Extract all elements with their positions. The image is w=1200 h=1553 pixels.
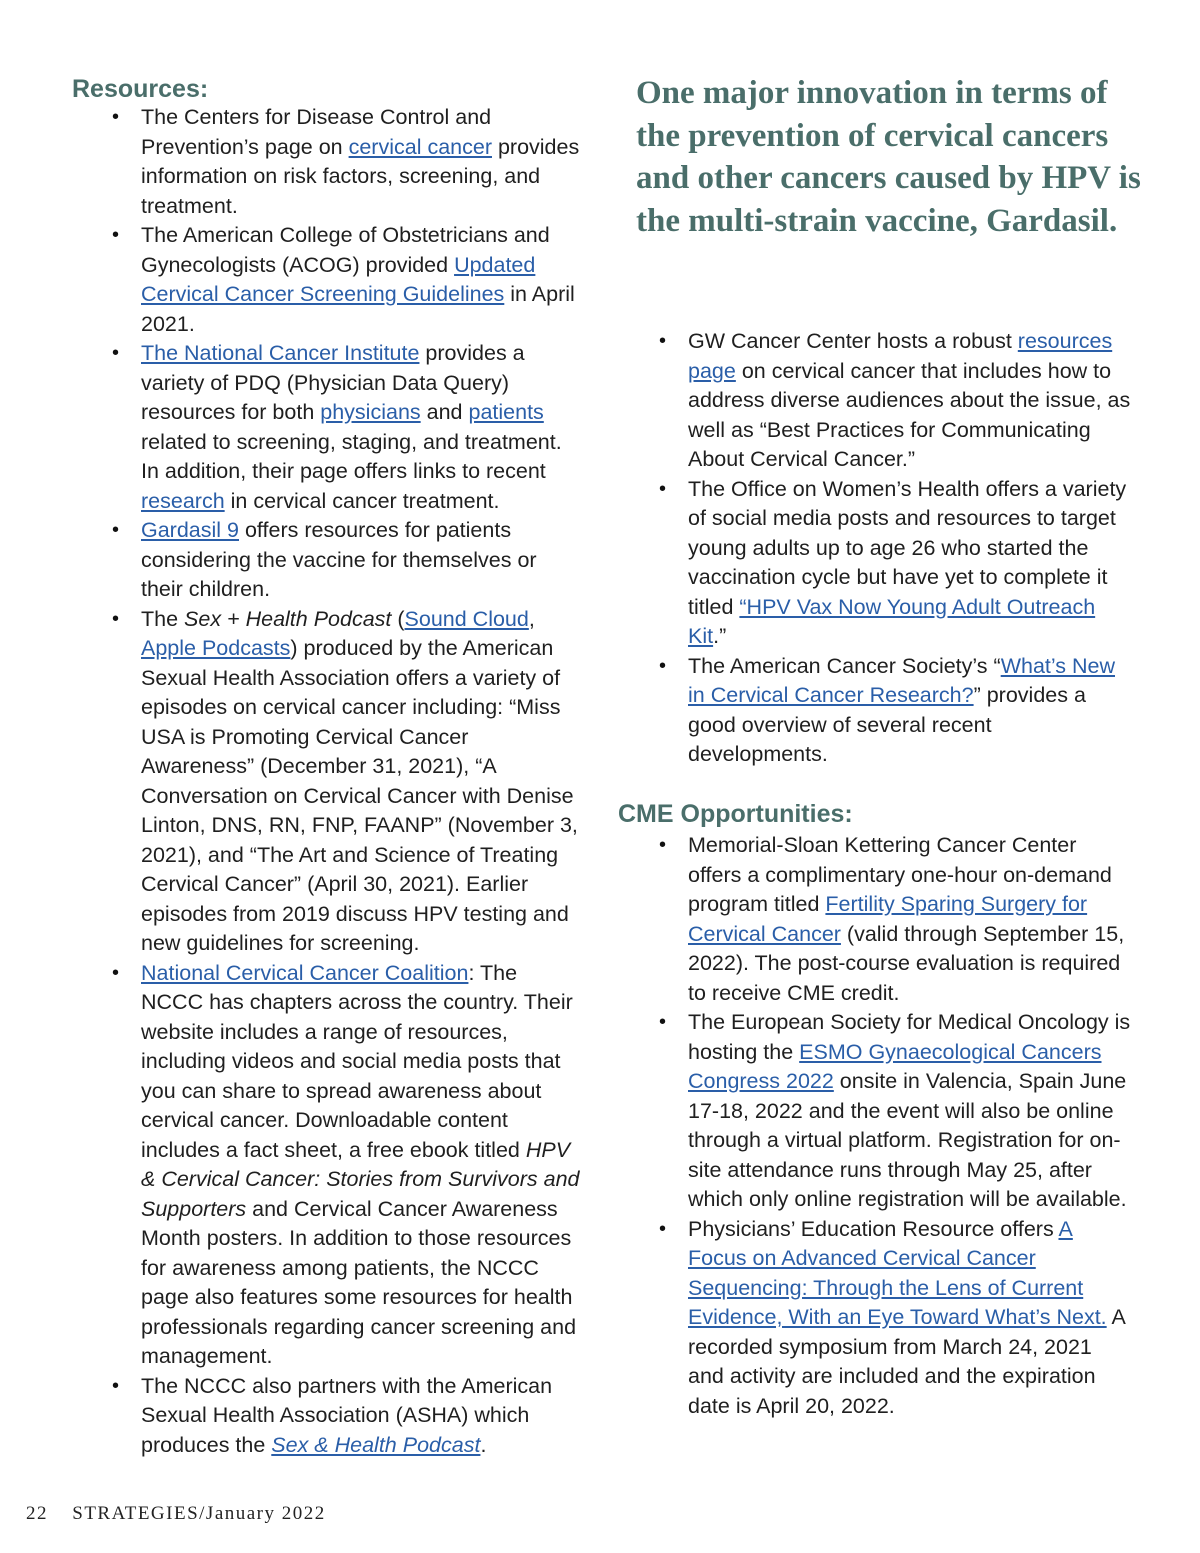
- resource-link[interactable]: ESMO Gynaecological Cancers Congress 2022: [688, 1039, 1102, 1093]
- resource-link[interactable]: physicians: [320, 400, 421, 424]
- resource-link[interactable]: A Focus on Advanced Cervical Cancer Sequencing: Through the Lens of Current Evidence, With an Eye Toward What’s Next.: [688, 1216, 1107, 1329]
- list-item: [112, 221, 581, 339]
- resource-link[interactable]: research: [141, 488, 225, 513]
- italic-title: Sex + Health Podcast: [184, 606, 392, 631]
- resource-link[interactable]: Updated Cervical Cancer Screening Guidelines: [141, 252, 536, 306]
- bullet-icon: •: [112, 607, 120, 630]
- bullet-icon: •: [112, 342, 120, 364]
- list-item: [659, 475, 1133, 652]
- pull-quote: One major innovation in terms of the prevention of cervical cancers and other cancers caused by HPV is the multi-strain vaccine, Gardasil.: [636, 75, 1141, 239]
- body-text: A recorded symposium from March 24, 2021 and activity are included and the expiration date is April 20, 2022.: [688, 1305, 1125, 1418]
- bullet-icon: •: [112, 519, 120, 541]
- resource-link[interactable]: National Cervical Cancer Coalition: [141, 960, 469, 985]
- body-text: on cervical cancer that includes how to address diverse audiences about the issue, as well as “Best Practices for Communicating About Cervical Cancer.”: [688, 358, 1131, 471]
- bullet-icon: •: [112, 224, 120, 246]
- body-text: and: [420, 400, 469, 424]
- bullet-icon: •: [659, 477, 667, 500]
- body-text: The Office on Women’s Health offers a variety of social media posts and resources to target young adults up to age 26 who started the vaccination cycle but have yet to complete it titled: [688, 476, 1127, 619]
- body-text: (: [391, 606, 405, 631]
- page-number: 22: [26, 1503, 48, 1524]
- body-text: The: [141, 606, 185, 631]
- right-resources-list: [659, 327, 1133, 770]
- list-item: [659, 1215, 1133, 1422]
- list-item: [659, 1008, 1133, 1215]
- bullet-icon: •: [112, 106, 120, 128]
- body-text: The American Cancer Society’s “: [688, 653, 1001, 678]
- bullet-icon: •: [659, 834, 667, 856]
- body-text: provides information on risk factors, screening, and treatment.: [141, 134, 580, 218]
- bullet-icon: •: [112, 961, 120, 984]
- cme-heading: CME Opportunities:: [618, 800, 853, 828]
- list-item: [112, 339, 581, 516]
- body-text: .”: [713, 624, 727, 648]
- body-text: in April 2021.: [141, 282, 575, 336]
- body-text: in cervical cancer treatment.: [224, 488, 500, 513]
- body-text: related to screening, staging, and treatment. In addition, their page offers links to recent: [141, 429, 562, 483]
- italic-title: HPV & Cervical Cancer: Stories from Survivors and Supporters: [141, 1137, 580, 1221]
- body-text: Physicians’ Education Resource offers: [688, 1216, 1059, 1241]
- body-text: The American College of Obstetricians and Gynecologists (ACOG) provided: [141, 223, 550, 277]
- list-item: [659, 327, 1133, 475]
- resource-link[interactable]: cervical cancer: [348, 134, 492, 159]
- list-item: [112, 605, 581, 959]
- list-item: [659, 652, 1133, 770]
- list-item: [112, 516, 581, 605]
- resource-link[interactable]: The National Cancer Institute: [141, 341, 420, 365]
- resource-link[interactable]: Fertility Sparing Surgery for Cervical Cancer: [688, 892, 1088, 946]
- resource-link[interactable]: Sex & Health Podcast: [271, 1432, 481, 1457]
- bullet-icon: •: [659, 654, 667, 677]
- resource-link[interactable]: Apple Podcasts: [141, 636, 291, 660]
- body-text: The NCCC also partners with the American Sexual Health Association (ASHA) which produces the: [141, 1373, 553, 1457]
- body-text: and Cervical Cancer Awareness Month posters. In addition to those resources for awareness among patients, the NCCC page also features some resources for health professionals regarding cancer screening and management.: [141, 1196, 577, 1368]
- resources-list: [112, 103, 581, 1460]
- publication-name: STRATEGIES/January 2022: [72, 1503, 326, 1524]
- resource-link[interactable]: Sound Cloud: [404, 606, 529, 631]
- resource-link[interactable]: What’s New in Cervical Cancer Research?: [688, 653, 1115, 707]
- list-item: [659, 831, 1133, 1008]
- body-text: offers resources for patients considering the vaccine for themselves or their children.: [141, 518, 537, 601]
- body-text: GW Cancer Center hosts a robust: [688, 329, 1018, 353]
- body-text: Memorial-Sloan Kettering Cancer Center offers a complimentary one-hour on-demand program titled: [688, 833, 1112, 916]
- body-text: provides a variety of PDQ (Physician Data Query) resources for both: [141, 341, 525, 424]
- body-text: onsite in Valencia, Spain June 17-18, 2022 and the event will also be online through a virtual platform. Registration for on-site attendance runs through May 25, after which only online registration will be available.: [688, 1069, 1127, 1211]
- body-text: ,: [528, 606, 535, 631]
- bullet-icon: •: [112, 1374, 120, 1397]
- body-text: ” provides a good overview of several recent developments.: [688, 683, 1086, 766]
- body-text: : The NCCC has chapters across the country. Their website includes a range of resources, including videos and social media posts that you can share to spread awareness about cervical cancer. Downloadable content includes a fact sheet, a free ebook titled: [141, 960, 573, 1162]
- cme-list: [659, 831, 1133, 1421]
- page-footer: [26, 1503, 326, 1525]
- body-text: .: [480, 1432, 487, 1457]
- resource-link[interactable]: resources page: [688, 329, 1113, 383]
- body-text: ) produced by the American Sexual Health Association offers a variety of episodes on cervical cancer including: “Miss USA is Promoting Cervical Cancer Awareness” (December 31, 2021), “A Conversation on Cervical Cancer with Denise Linton, DNS, RN, FNP, FAANP” (November 3, 2021), and “The Art and Science of Treating Cervical Cancer” (April 30, 2021). Earlier episodes from 2019 discuss HPV testing and new guidelines for screening.: [141, 636, 578, 955]
- bullet-icon: •: [659, 1011, 667, 1033]
- bullet-icon: •: [659, 330, 667, 352]
- list-item: [112, 103, 581, 221]
- list-item: [112, 1372, 581, 1461]
- resource-link[interactable]: Gardasil 9: [141, 518, 239, 542]
- body-text: The Centers for Disease Control and Prevention’s page on: [141, 105, 492, 159]
- resource-link[interactable]: patients: [468, 400, 544, 424]
- resource-link[interactable]: “HPV Vax Now Young Adult Outreach Kit: [688, 594, 1096, 648]
- body-text: (valid through September 15, 2022). The post-course evaluation is required to receive CME credit.: [688, 921, 1125, 1005]
- bullet-icon: •: [659, 1217, 667, 1240]
- body-text: The European Society for Medical Oncology is hosting the: [688, 1010, 1131, 1064]
- resources-heading: Resources:: [72, 75, 209, 103]
- list-item: [112, 959, 581, 1372]
